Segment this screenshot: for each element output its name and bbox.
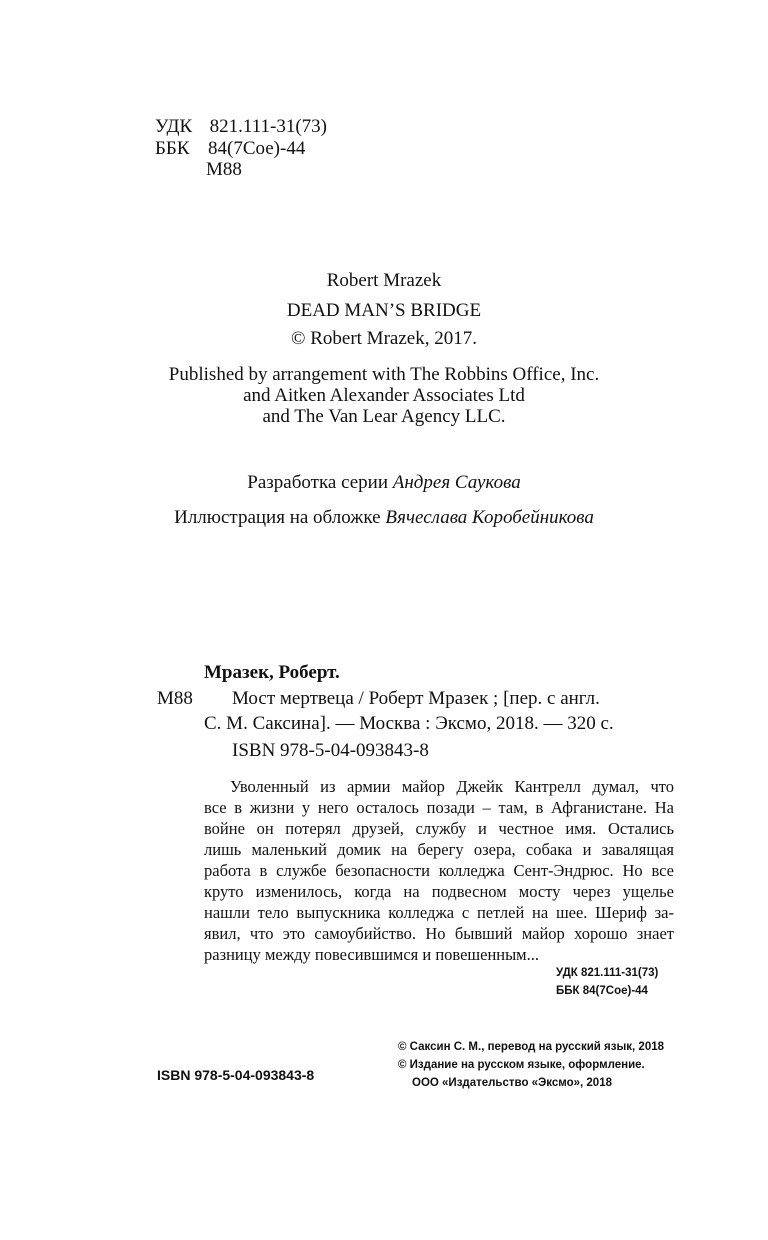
bbk-row xyxy=(155,138,305,160)
publisher-line-1: Published by arrangement with The Robbins Office, Inc. xyxy=(168,364,600,385)
annotation xyxy=(204,776,674,965)
small-bbk: ББК 84(7Сое)-44 xyxy=(556,985,648,997)
bbk-value: 84(7Сое)-44 xyxy=(208,138,306,159)
annotation-line: работа в службе безопасности колледжа Сент-Эндрюс. Но все xyxy=(204,861,674,880)
annotation-line: войне он потерял друзей, службу и честное имя. Остались xyxy=(204,819,674,838)
annotation-line: лишь маленький домик на берегу озера, собака и завалящая xyxy=(204,840,674,859)
original-title: DEAD MAN’S BRIDGE xyxy=(286,300,482,321)
footer-copyright-line: © Издание на русском языке, оформление. xyxy=(398,1059,645,1071)
small-udk: УДК 821.111-31(73) xyxy=(556,967,659,979)
footer-isbn: ISBN 978-5-04-093843-8 xyxy=(157,1067,315,1083)
annotation-line: разницу между повесившимся и повешенным... xyxy=(204,945,540,964)
annotation-line: нашли тело выпускника колледжа с петлей на шее. Шериф за- xyxy=(204,903,674,922)
publisher-line-2: and Aitken Alexander Associates Ltd xyxy=(243,385,525,406)
original-author: Robert Mrazek xyxy=(326,270,442,291)
annotation-line: круто изменилось, когда на подвесном мосту через ущелье xyxy=(204,882,674,901)
udk-label: УДК xyxy=(155,116,193,137)
annotation-line: Уволенный из армии майор Джейк Кантрелл думал, что xyxy=(230,777,674,796)
annotation-line: явил, что это самоубийство. Но бывший майор хорошо знает xyxy=(204,924,674,943)
cover-credit xyxy=(0,507,768,529)
cover-credit-name: Вячеслава Коробейникова xyxy=(385,507,594,528)
catalog-isbn: ISBN 978-5-04-093843-8 xyxy=(232,740,429,761)
udk-row xyxy=(155,116,327,138)
udk-value: 821.111-31(73) xyxy=(209,116,327,137)
footer-copyright-line: ООО «Издательство «Эксмо», 2018 xyxy=(412,1077,612,1089)
catalog-heading: Мразек, Роберт. xyxy=(204,662,340,683)
catalog-line-2: С. М. Саксина]. — Москва : Эксмо, 2018. — 320 с. xyxy=(204,713,614,734)
original-copyright: © Robert Mrazek, 2017. xyxy=(291,328,477,349)
series-credit xyxy=(0,472,768,494)
series-credit-name: Андрея Саукова xyxy=(392,472,521,493)
annotation-line: все в жизни у него осталось позади – там, в Афганистане. На xyxy=(204,798,674,817)
cover-credit-label: Иллюстрация на обложке xyxy=(174,507,381,528)
author-mark: М88 xyxy=(206,159,242,180)
bbk-label: ББК xyxy=(155,138,190,159)
footer-copyright-line: © Саксин С. М., перевод на русский язык, 2018 xyxy=(398,1041,665,1053)
series-credit-label: Разработка серии xyxy=(247,472,389,493)
catalog-line-1: Мост мертвеца / Роберт Мразек ; [пер. с англ. xyxy=(232,688,600,709)
catalog-mark: М88 xyxy=(157,688,193,709)
publisher-line-3: and The Van Lear Agency LLC. xyxy=(262,406,506,427)
